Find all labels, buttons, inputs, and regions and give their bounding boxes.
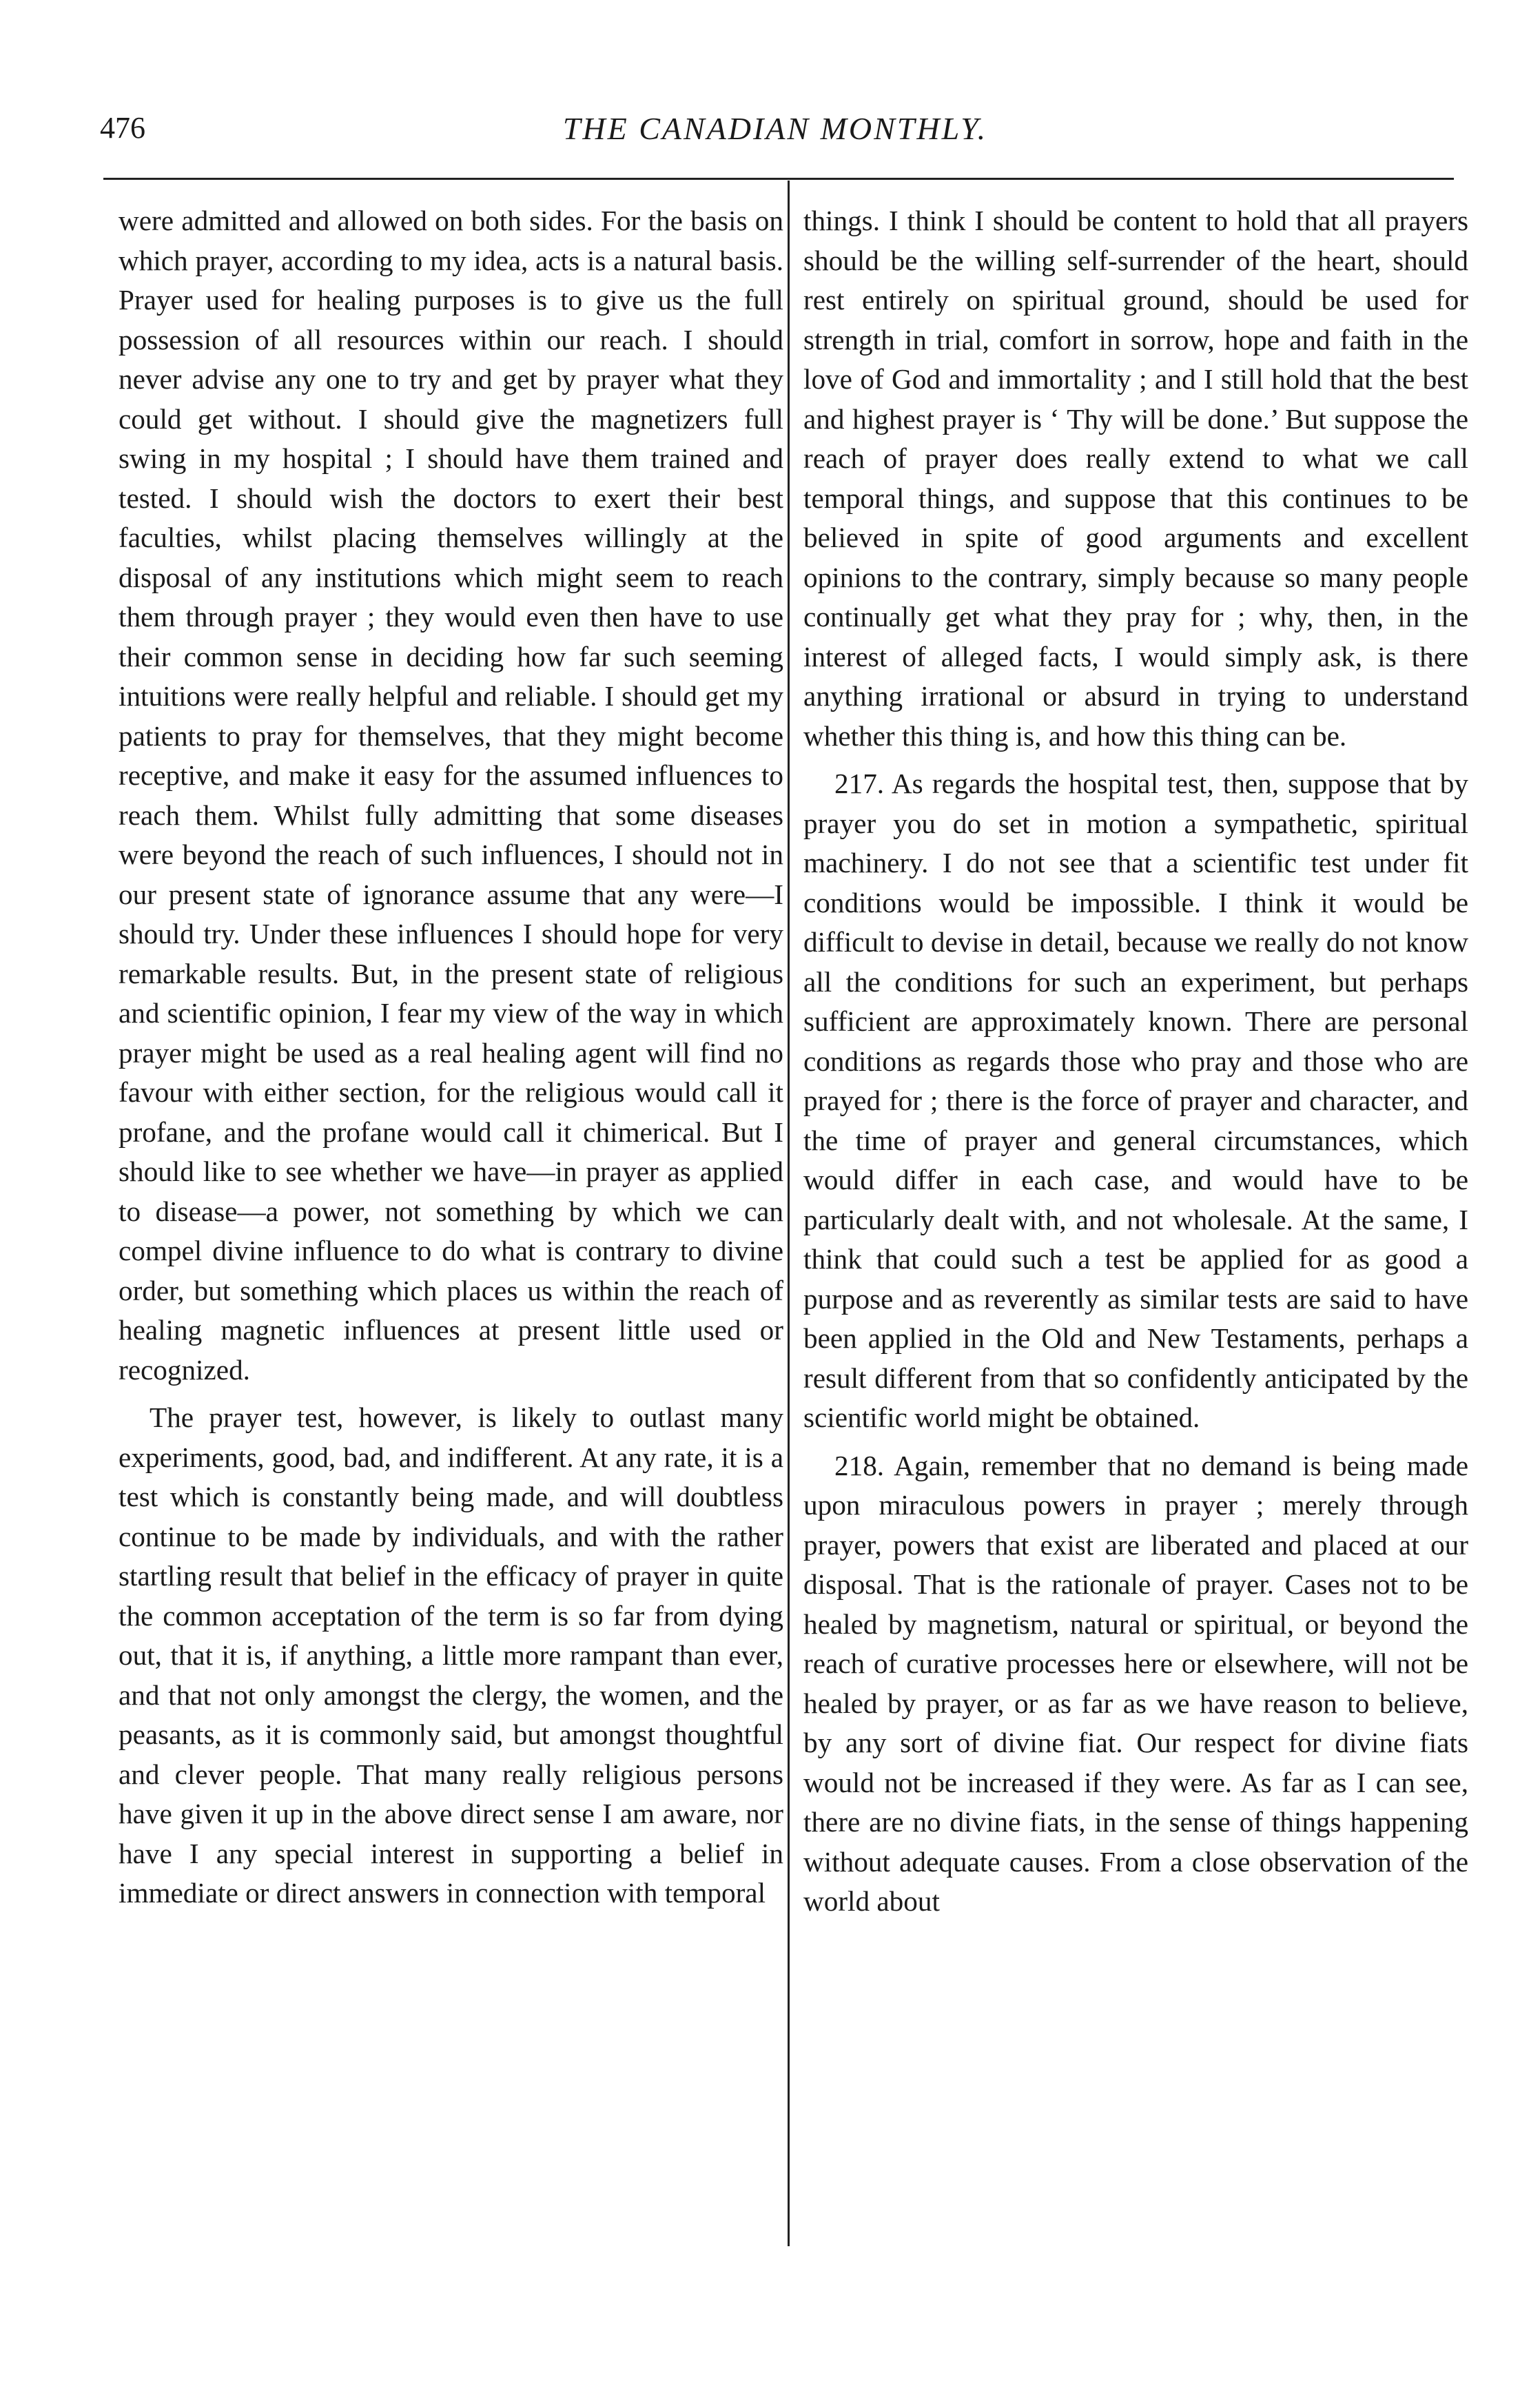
right-column: [803, 201, 1468, 1922]
paragraph: The prayer test, however, is likely to outlast many experiments, good, bad, and indifferent. At any rate, it is a test which is constantly being made, and will doubtless continue to be made by individuals, and with the rather startling result that belief in the efficacy of prayer in quite the common acceptation of the term is so far from dying out, that it is, if anything, a little more rampant than ever, and that not only amongst the clergy, the women, and the peasants, as it is commonly said, but amongst thoughtful and clever people. That many really religious persons have given it up in the above direct sense I am aware, nor have I any special interest in supporting a belief in immediate or direct answers in connection with temporal: [119, 1401, 783, 1909]
page-header: [100, 103, 1450, 158]
header-rule: [103, 178, 1454, 180]
left-column: [119, 201, 783, 1913]
column-divider: [788, 181, 790, 2246]
paragraph: things. I think I should be content to hold that all prayers should be the willing self-surrender of the heart, should rest entirely on spiritual ground, should be used for strength in trial, comfort in sorrow, hope and faith in the love of God and immortality ; and I still hold that the best and highest prayer is ‘ Thy will be done.’ But suppose the reach of prayer does really extend to what we call temporal things, and suppose that this continues to be believed in spite of good arguments and excellent opinions to the contrary, simply because so many people continually get what they pray for ; why, then, in the interest of alleged facts, I would simply ask, is there anything irrational or absurd in trying to understand whether this thing is, and how this thing can be.: [803, 205, 1468, 752]
page-number: 476: [100, 111, 145, 145]
paragraph-218: 218. Again, remember that no demand is being made upon miraculous powers in prayer ; merely through prayer, powers that exist are liberated and placed at our disposal. That is the rationale of prayer. Cases not to be healed by magnetism, natural or spiritual, or beyond the reach of curative processes here or elsewhere, will not be healed by prayer, or as far as we have reason to believe, by any sort of divine fiat. Our respect for divine fiats would not be increased if they were. As far as I can see, there are no divine fiats, in the sense of things happening without adequate causes. From a close observation of the world about: [803, 1449, 1468, 1917]
running-title: THE CANADIAN MONTHLY.: [562, 111, 988, 146]
paragraph: were admitted and allowed on both sides. For the basis on which prayer, according to my idea, acts is a natural basis. Prayer used for healing purposes is to give us the full possession of all resources within our reach. I should never advise any one to try and get by prayer what they could get without. I should give the magnetizers full swing in my hospital ; I should have them trained and tested. I should wish the doctors to exert their best faculties, whilst placing themselves willingly at the disposal of any institutions which might seem to reach them through prayer ; they would even then have to use their common sense in deciding how far such seeming intuitions were really helpful and reliable. I should get my patients to pray for themselves, that they might become receptive, and make it easy for the assumed influences to reach them. Whilst fully admitting that some diseases were beyond the reach of such influences, I should not in our present state of ignorance assume that any were—I should try. Under these influences I should hope for very remarkable results. But, in the present state of religious and scientific opinion, I fear my view of the way in which prayer might be used as a real healing agent will find no favour with either section, for the religious would call it profane, and the profane would call it chimerical. But I should like to see whether we have—in prayer as applied to disease—a power, not something by which we can compel divine influence to do what is contrary to divine order, but something which places us within the reach of healing magnetic influences at present little used or recognized.: [119, 205, 783, 1386]
paragraph-217: 217. As regards the hospital test, then, suppose that by prayer you do set in motion a sympathetic, spiritual machinery. I do not see that a scientific test under fit conditions would be impossible. I think it would be difficult to devise in detail, because we really do not know all the conditions for such an experiment, but perhaps sufficient are approximately known. There are personal conditions as regards those who pray and those who are prayed for ; there is the force of prayer and character, and the time of prayer and general circumstances, which would differ in each case, and would have to be particularly dealt with, and not wholesale. At the same, I think that could such a test be applied for as good a purpose and as reverently as similar tests are said to have been applied in the Old and New Testaments, perhaps a result different from that so confidently anticipated by the scientific world might be obtained.: [803, 768, 1468, 1433]
